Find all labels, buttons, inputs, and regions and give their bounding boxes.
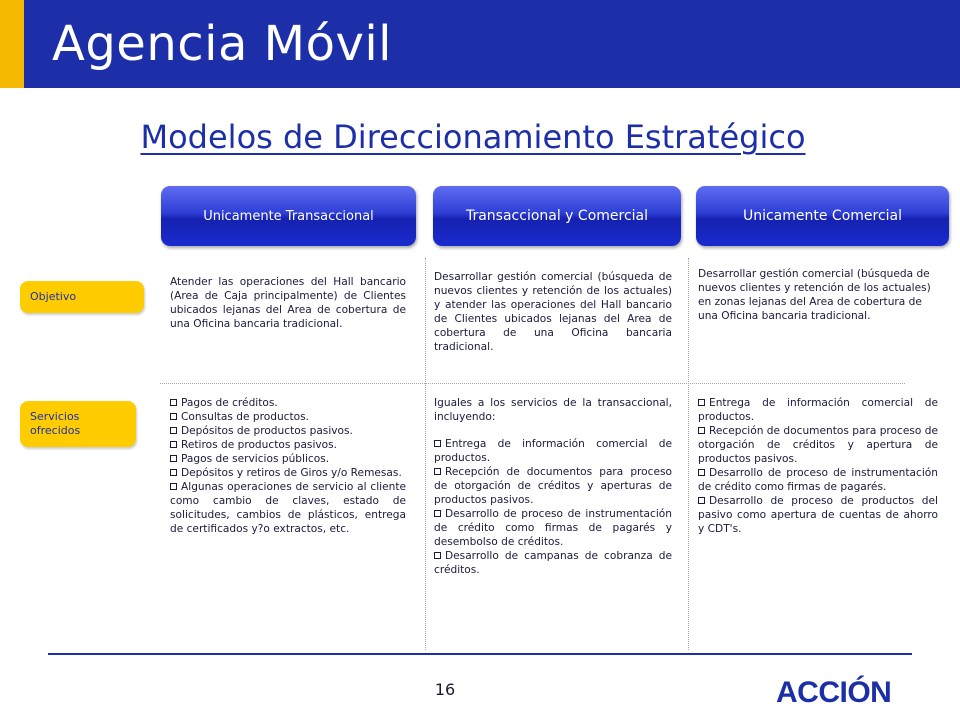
page-title: Agencia Móvil xyxy=(52,16,393,72)
servicios-cell-transaccional xyxy=(170,397,406,537)
checkbox-bullet-icon xyxy=(434,440,441,447)
servicios-cell-comercial xyxy=(698,397,938,537)
objetivo-cell-transaccional: Atender las operaciones del Hall bancario (Area de Caja principalmente) de Clientes ubicados lejanas del Area de cobertura de una Oficina bancaria tradicional. xyxy=(170,276,406,330)
checkbox-bullet-icon xyxy=(170,455,177,462)
list-item: Consultas de productos. xyxy=(170,411,406,425)
checkbox-bullet-icon xyxy=(170,413,177,420)
checkbox-bullet-icon xyxy=(434,552,441,559)
slide-subtitle: Modelos de Direccionamiento Estratégico xyxy=(140,118,806,156)
list-item: Depósitos y retiros de Giros y/o Remesas. xyxy=(170,467,406,481)
list-item: Desarrollo de proceso de productos del pasivo como apertura de cuentas de ahorro y CDT's. xyxy=(698,494,938,535)
list-item: Recepción de documentos para proceso de otorgación de créditos y apertura de productos pasivos. xyxy=(698,424,938,465)
accion-logo: ACCIÓN xyxy=(776,676,892,709)
column-divider xyxy=(688,258,689,650)
checkbox-bullet-icon xyxy=(170,441,177,448)
services-intro: Iguales a los servicios de la transaccional, incluyendo: xyxy=(434,397,672,423)
header-accent-stripe xyxy=(0,0,24,88)
checkbox-bullet-icon xyxy=(434,510,441,517)
checkbox-bullet-icon xyxy=(170,427,177,434)
service-list xyxy=(698,397,938,537)
list-item: Pagos de créditos. xyxy=(170,397,406,411)
service-list xyxy=(434,438,672,578)
checkbox-bullet-icon xyxy=(170,469,177,476)
objetivo-cell-comercial: Desarrollar gestión comercial (búsqueda de nuevos clientes y retención de los actuales) en zonas lejanas del Area de cobertura de una Oficina bancaria tradicional. xyxy=(698,268,931,322)
objetivo-cell-transaccional-comercial: Desarrollar gestión comercial (búsqueda de nuevos clientes y retención de los actuales) y atender las operaciones del Hall bancario de Clientes ubicados lejanas del Area de cobertura de una Oficina bancaria tradicional. xyxy=(434,271,672,353)
list-item: Desarrollo de proceso de instrumentación de crédito como firmas de pagarés. xyxy=(698,466,938,493)
row-label-objetivo: Objetivo xyxy=(20,281,144,313)
list-item: Pagos de servicios públicos. xyxy=(170,453,406,467)
checkbox-bullet-icon xyxy=(170,399,177,406)
row-label-servicios: Servicios ofrecidos xyxy=(20,401,136,447)
list-item: Retiros de productos pasivos. xyxy=(170,439,406,453)
checkbox-bullet-icon xyxy=(698,427,705,434)
servicios-cell-transaccional-comercial xyxy=(434,397,672,578)
checkbox-bullet-icon xyxy=(170,483,177,490)
checkbox-bullet-icon xyxy=(698,469,705,476)
checkbox-bullet-icon xyxy=(698,497,705,504)
column-heading-transaccional-comercial: Transaccional y Comercial xyxy=(433,186,681,246)
list-item: Entrega de información comercial de productos. xyxy=(434,437,672,464)
column-divider xyxy=(425,258,426,650)
page-number: 16 xyxy=(434,680,456,699)
checkbox-bullet-icon xyxy=(698,399,705,406)
list-item: Desarrollo de proceso de instrumentación de crédito como firmas de pagarés y desembolso de créditos. xyxy=(434,507,672,548)
service-list xyxy=(170,397,406,537)
list-item: Algunas operaciones de servicio al cliente como cambio de claves, estado de solicitudes, cambios de plásticos, entrega de certificados y?o extractos, etc. xyxy=(170,480,406,535)
list-item: Recepción de documentos para proceso de otorgación de créditos y aperturas de productos pasivos. xyxy=(434,465,672,506)
checkbox-bullet-icon xyxy=(434,468,441,475)
column-heading-comercial: Unicamente Comercial xyxy=(696,186,949,246)
row-divider xyxy=(160,383,905,384)
column-heading-transaccional: Unicamente Transaccional xyxy=(161,186,416,246)
list-item: Desarrollo de campanas de cobranza de créditos. xyxy=(434,549,672,576)
list-item: Depósitos de productos pasivos. xyxy=(170,425,406,439)
list-item: Entrega de información comercial de productos. xyxy=(698,397,938,423)
footer-divider xyxy=(48,653,912,655)
